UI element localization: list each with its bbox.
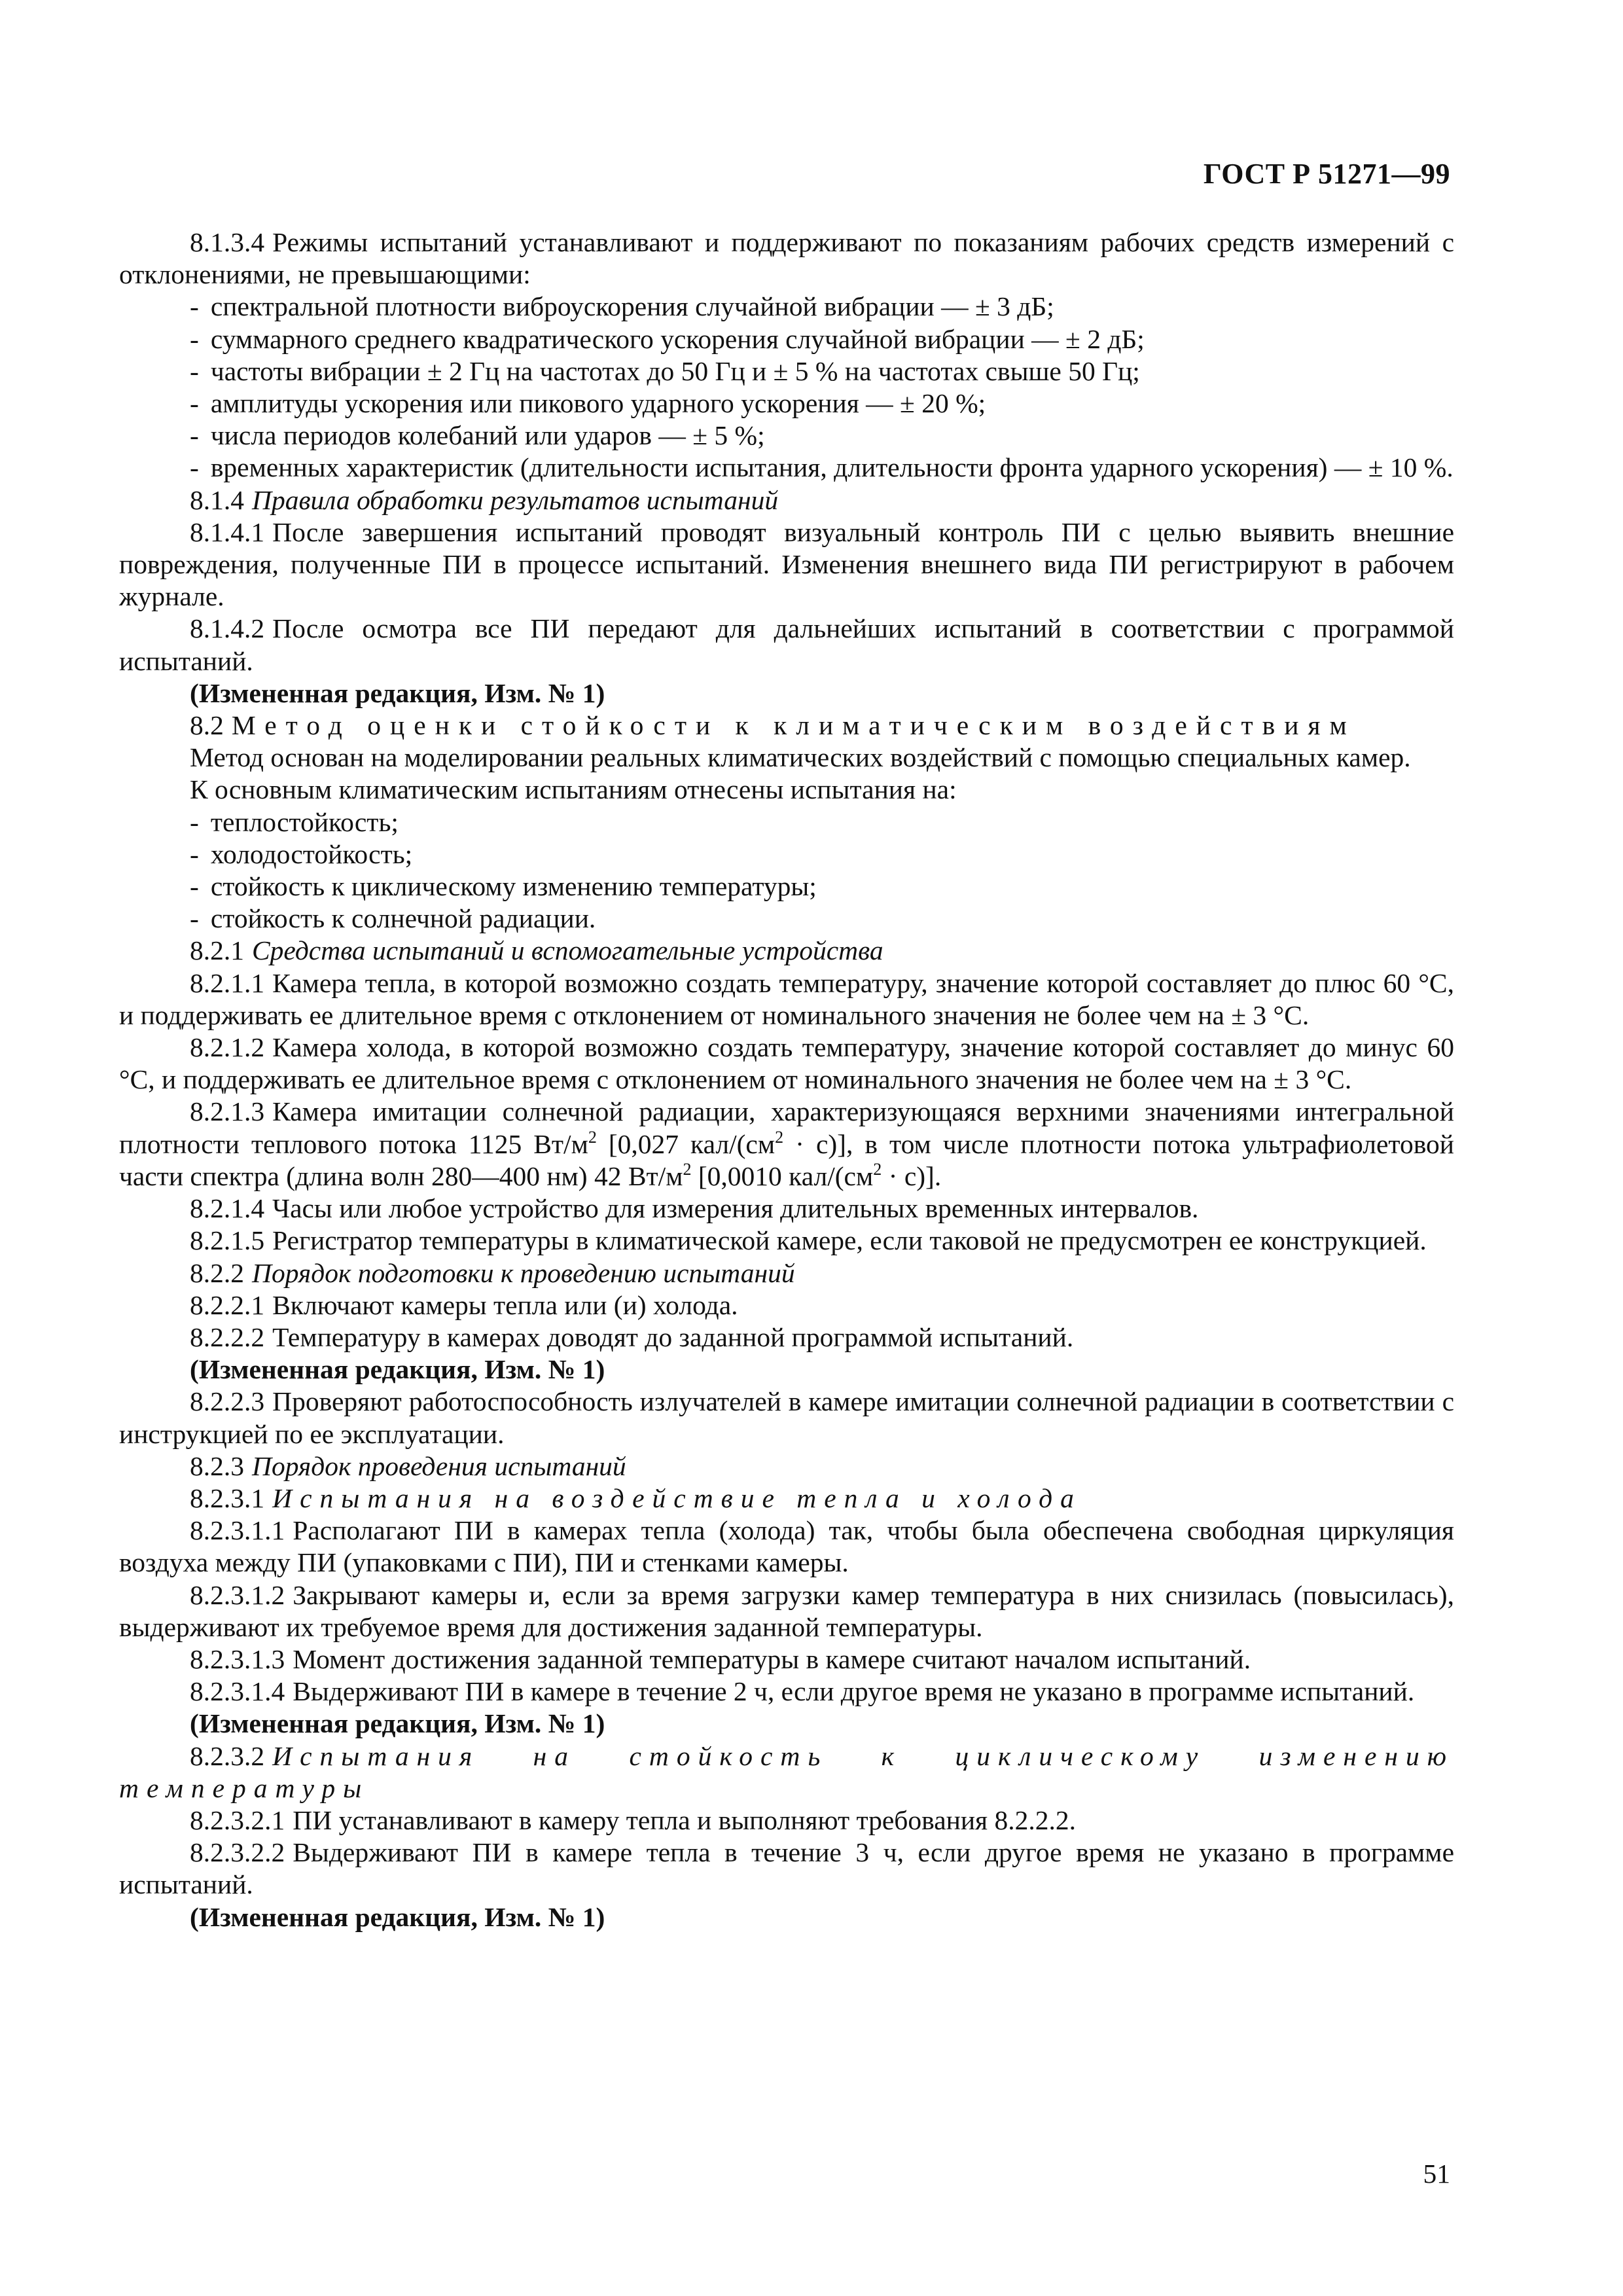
section-title: Испытания на стойкость к циклическому изменению температуры (119, 1740, 1454, 1803)
clause-number: 8.1.3.4 (190, 227, 265, 257)
paragraph: К основным климатическим испытаниям отнесены испытания на: (190, 774, 957, 805)
paragraph: Метод основан на моделировании реальных климатических воздействий с помощью специальных камер. (190, 742, 1411, 773)
amendment-note: (Измененная редакция, Изм. № 1) (190, 1354, 605, 1385)
clause-8-2-3-1-2: 8.2.3.1.2 Закрывают камеры и, если за время загрузки камер температура в них снизилась (повысилась), выдерживают их требуемое время для достижения заданной температуры. (119, 1579, 1454, 1642)
list-item: - числа периодов колебаний или ударов — ± 5 %; (190, 420, 765, 451)
clause-text: Режимы испытаний устанавливают и поддерживают по показаниям рабочих средств измерений с отклонениями, не превышающими: (119, 227, 1454, 290)
amendment-note: (Измененная редакция, Изм. № 1) (190, 677, 605, 708)
clause-8-2-1-4: 8.2.1.4 Часы или любое устройство для измерения длительных временных интервалов. (190, 1193, 1199, 1224)
list-item: - спектральной плотности виброускорения случайной вибрации — ± 3 дБ; (190, 291, 1054, 322)
clause-8-2-1: 8.2.1 Средства испытаний и вспомогательные устройства (190, 935, 883, 966)
list-item: - стойкость к солнечной радиации. (190, 903, 596, 934)
clause-8-1-4-2: 8.1.4.2 После осмотра все ПИ передают для дальнейших испытаний в соответствии с программой испытаний. (119, 613, 1454, 676)
list-item: - временных характеристик (длительности испытания, длительности фронта ударного ускорения) — ± 10 %. (190, 452, 1454, 483)
section-title: Порядок подготовки к проведению испытаний (252, 1257, 795, 1288)
clause-8-2-3-2-2: 8.2.3.2.2 Выдерживают ПИ в камере тепла в течение 3 ч, если другое время не указано в программе испытаний. (119, 1837, 1454, 1900)
clause-8-1-3-4 (119, 226, 1454, 291)
clause-8-2-3-1-3: 8.2.3.1.3 Момент достижения заданной температуры в камере считают началом испытаний. (190, 1643, 1251, 1674)
section-title: Правила обработки результатов испытаний (252, 484, 779, 515)
clause-8-2-1-5: 8.2.1.5 Регистратор температуры в климатической камере, если таковой не предусмотрен ее конструкцией. (190, 1225, 1427, 1256)
section-title: Метод оценки стойкости к климатическим воздействиям (231, 710, 1356, 741)
clause-8-2-2-1: 8.2.2.1 Включают камеры тепла или (и) холода. (190, 1289, 738, 1320)
list-item: - холодостойкость; (190, 838, 413, 869)
clause-8-1-4: 8.1.4 Правила обработки результатов испытаний (190, 484, 779, 515)
clause-8-2-2: 8.2.2 Порядок подготовки к проведению испытаний (190, 1257, 795, 1288)
clause-8-2-3-1-1: 8.2.3.1.1 Располагают ПИ в камерах тепла (холода) так, чтобы была обеспечена свободная циркуляция воздуха между ПИ (упаковками с ПИ), ПИ и стенками камеры. (119, 1515, 1454, 1578)
list-item: - суммарного среднего квадратического ускорения случайной вибрации — ± 2 дБ; (190, 323, 1145, 354)
clause-8-2-1-3: 8.2.1.3 Камера имитации солнечной радиации, характеризующаяся верхними значениями интегральной плотности теплового потока 1125 $Вт/м^2$ [0,027 кал/$(см^2 \cdot с)$], в том числе плотности потока ультрафиолетовой части спектра (длина волн 280—400 нм) 42 $Вт/м^2$ [0,0010 кал/$(см^2 \cdot с)$]. (119, 1096, 1454, 1191)
clause-8-2-3-2-1: 8.2.3.2.1 ПИ устанавливают в камеру тепла и выполняют требования 8.2.2.2. (190, 1804, 1077, 1835)
clause-8-2-3: 8.2.3 Порядок проведения испытаний (190, 1450, 626, 1481)
section-title: Средства испытаний и вспомогательные устройства (252, 935, 883, 966)
list-item: - стойкость к циклическому изменению температуры; (190, 871, 817, 902)
amendment-note: (Измененная редакция, Изм. № 1) (190, 1901, 605, 1932)
amendment-note: (Измененная редакция, Изм. № 1) (190, 1708, 605, 1739)
clause-8-2-3-1-4: 8.2.3.1.4 Выдерживают ПИ в камере в течение 2 ч, если другое время не указано в программе испытаний. (190, 1676, 1415, 1707)
list-item: - частоты вибрации ± 2 Гц на частотах до 50 Гц и ± 5 % на частотах свыше 50 Гц; (190, 355, 1140, 386)
clause-8-2-3-1: 8.2.3.1 Испытания на воздействие тепла и холода (190, 1482, 1082, 1513)
section-title: Порядок проведения испытаний (252, 1450, 626, 1481)
document-header: ГОСТ Р 51271—99 (1203, 158, 1450, 190)
clause-8-2-1-2: 8.2.1.2 Камера холода, в которой возможно создать температуру, значение которой составляет до минус 60 °С, и поддерживать ее длительное время с отклонением от номинального значения не более чем на ± 3 °С. (119, 1032, 1454, 1095)
clause-8-2: 8.2 Метод оценки стойкости к климатическим воздействиям (190, 710, 1356, 741)
clause-8-1-4-1: 8.1.4.1 После завершения испытаний проводят визуальный контроль ПИ с целью выявить внешние повреждения, полученные ПИ в процессе испытаний. Изменения внешнего вида ПИ регистрируют в рабочем журнале. (119, 516, 1454, 612)
clause-8-2-3-2: 8.2.3.2 Испытания на стойкость к циклическому изменению температуры (119, 1740, 1454, 1803)
page-number: 51 (1423, 2159, 1450, 2189)
clause-8-2-2-2: 8.2.2.2 Температуру в камерах доводят до заданной программой испытаний. (190, 1321, 1074, 1352)
list-item: - амплитуды ускорения или пикового ударного ускорения — ± 20 %; (190, 388, 986, 419)
clause-8-2-2-3: 8.2.2.3 Проверяют работоспособность излучателей в камере имитации солнечной радиации в соответствии с инструкцией по ее эксплуатации. (119, 1386, 1454, 1449)
section-title: Испытания на воздействие тепла и холода (272, 1482, 1082, 1513)
list-item: - теплостойкость; (190, 806, 399, 837)
clause-8-2-1-1: 8.2.1.1 Камера тепла, в которой возможно создать температуру, значение которой составляет до плюс 60 °С, и поддерживать ее длительное время с отклонением от номинального значения не более чем на ± 3 °С. (119, 967, 1454, 1030)
document-body (119, 226, 1454, 1933)
